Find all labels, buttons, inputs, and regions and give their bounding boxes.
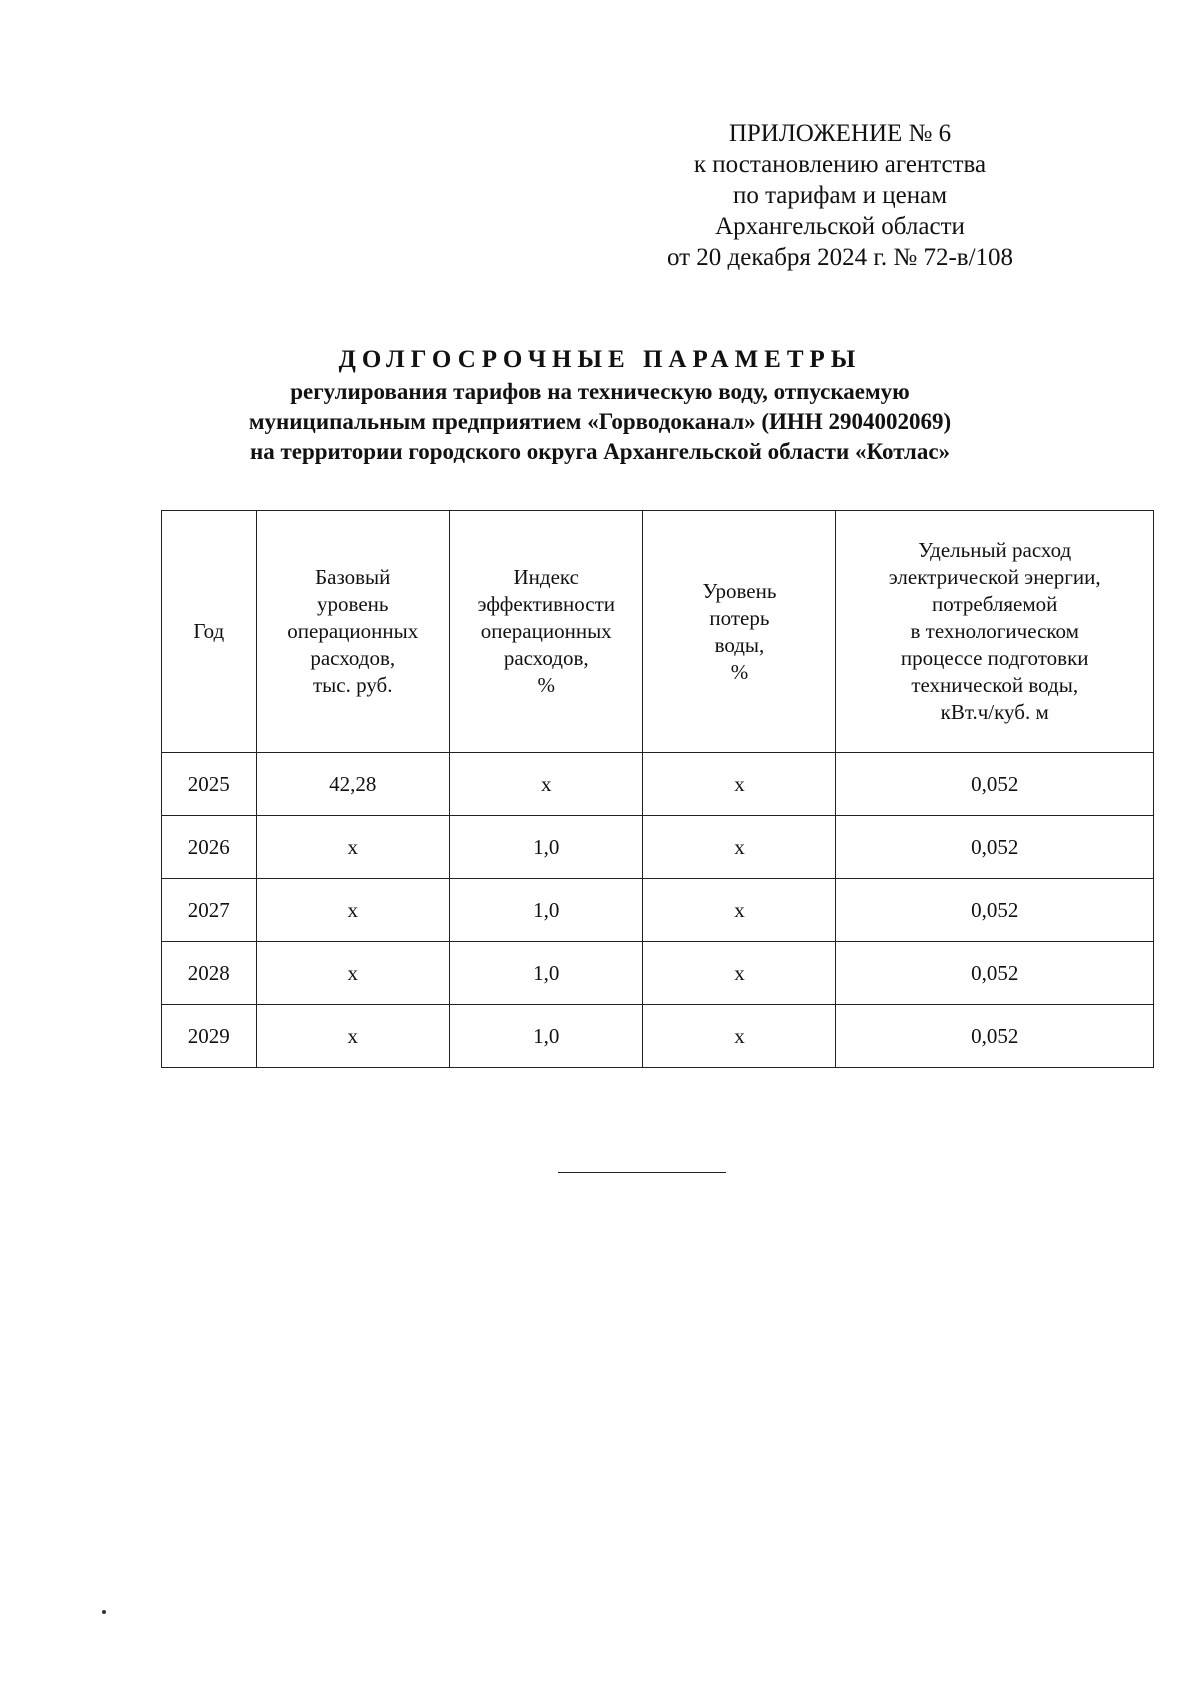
cell-water-loss: х xyxy=(643,879,836,942)
parameters-table xyxy=(161,510,1154,1068)
cell-efficiency-index: 1,0 xyxy=(449,1005,643,1068)
table-row xyxy=(162,816,1154,879)
cell-energy-consumption: 0,052 xyxy=(836,1005,1154,1068)
cell-efficiency-index: 1,0 xyxy=(449,942,643,1005)
appendix-number: ПРИЛОЖЕНИЕ № 6 xyxy=(728,120,952,147)
header-year: Год xyxy=(162,511,257,753)
cell-efficiency-index: 1,0 xyxy=(449,816,643,879)
cell-base-opex: 42,28 xyxy=(256,753,449,816)
cell-base-opex: х xyxy=(256,816,449,879)
end-divider xyxy=(558,1172,726,1173)
cell-efficiency-index: х xyxy=(449,753,643,816)
table-row xyxy=(162,1005,1154,1068)
cell-energy-consumption: 0,052 xyxy=(836,753,1154,816)
title-subtitle-line-2: муниципальным предприятием «Горводоканал» (ИНН 2904002069) xyxy=(248,409,952,434)
cell-base-opex: х xyxy=(256,942,449,1005)
header-base-opex: Базовый уровень операционных расходов, тыс. руб. xyxy=(256,511,449,753)
appendix-header xyxy=(620,118,1060,273)
cell-energy-consumption: 0,052 xyxy=(836,879,1154,942)
cell-water-loss: х xyxy=(643,1005,836,1068)
cell-year: 2026 xyxy=(162,816,257,879)
appendix-ref-line: к постановлению агентства xyxy=(693,151,987,178)
cell-base-opex: х xyxy=(256,1005,449,1068)
appendix-date-line: от 20 декабря 2024 г. № 72-в/108 xyxy=(666,244,1014,271)
cell-year: 2029 xyxy=(162,1005,257,1068)
cell-efficiency-index: 1,0 xyxy=(449,879,643,942)
title-main: ДОЛГОСРОЧНЫЕ ПАРАМЕТРЫ xyxy=(338,346,862,373)
cell-year: 2028 xyxy=(162,942,257,1005)
cell-base-opex: х xyxy=(256,879,449,942)
cell-energy-consumption: 0,052 xyxy=(836,942,1154,1005)
title-subtitle-line-3: на территории городского округа Архангельской области «Котлас» xyxy=(249,439,951,464)
document-title xyxy=(150,345,1050,467)
table-row xyxy=(162,879,1154,942)
cell-year: 2027 xyxy=(162,879,257,942)
cell-energy-consumption: 0,052 xyxy=(836,816,1154,879)
table-row xyxy=(162,753,1154,816)
scan-speck xyxy=(102,1610,106,1614)
appendix-agency-line: по тарифам и ценам xyxy=(732,182,948,209)
header-efficiency-index: Индекс эффективности операционных расходов, % xyxy=(449,511,643,753)
header-energy-consumption: Удельный расход электрической энергии, потребляемой в технологическом процессе подготовки технической воды, кВт.ч/куб. м xyxy=(836,511,1154,753)
appendix-region-line: Архангельской области xyxy=(715,213,965,240)
header-water-loss: Уровень потерь воды, % xyxy=(643,511,836,753)
title-subtitle-line-1: регулирования тарифов на техническую воду, отпускаемую xyxy=(290,379,910,404)
cell-water-loss: х xyxy=(643,816,836,879)
table-row xyxy=(162,942,1154,1005)
cell-water-loss: х xyxy=(643,753,836,816)
cell-water-loss: х xyxy=(643,942,836,1005)
cell-year: 2025 xyxy=(162,753,257,816)
table-header-row xyxy=(162,511,1154,753)
